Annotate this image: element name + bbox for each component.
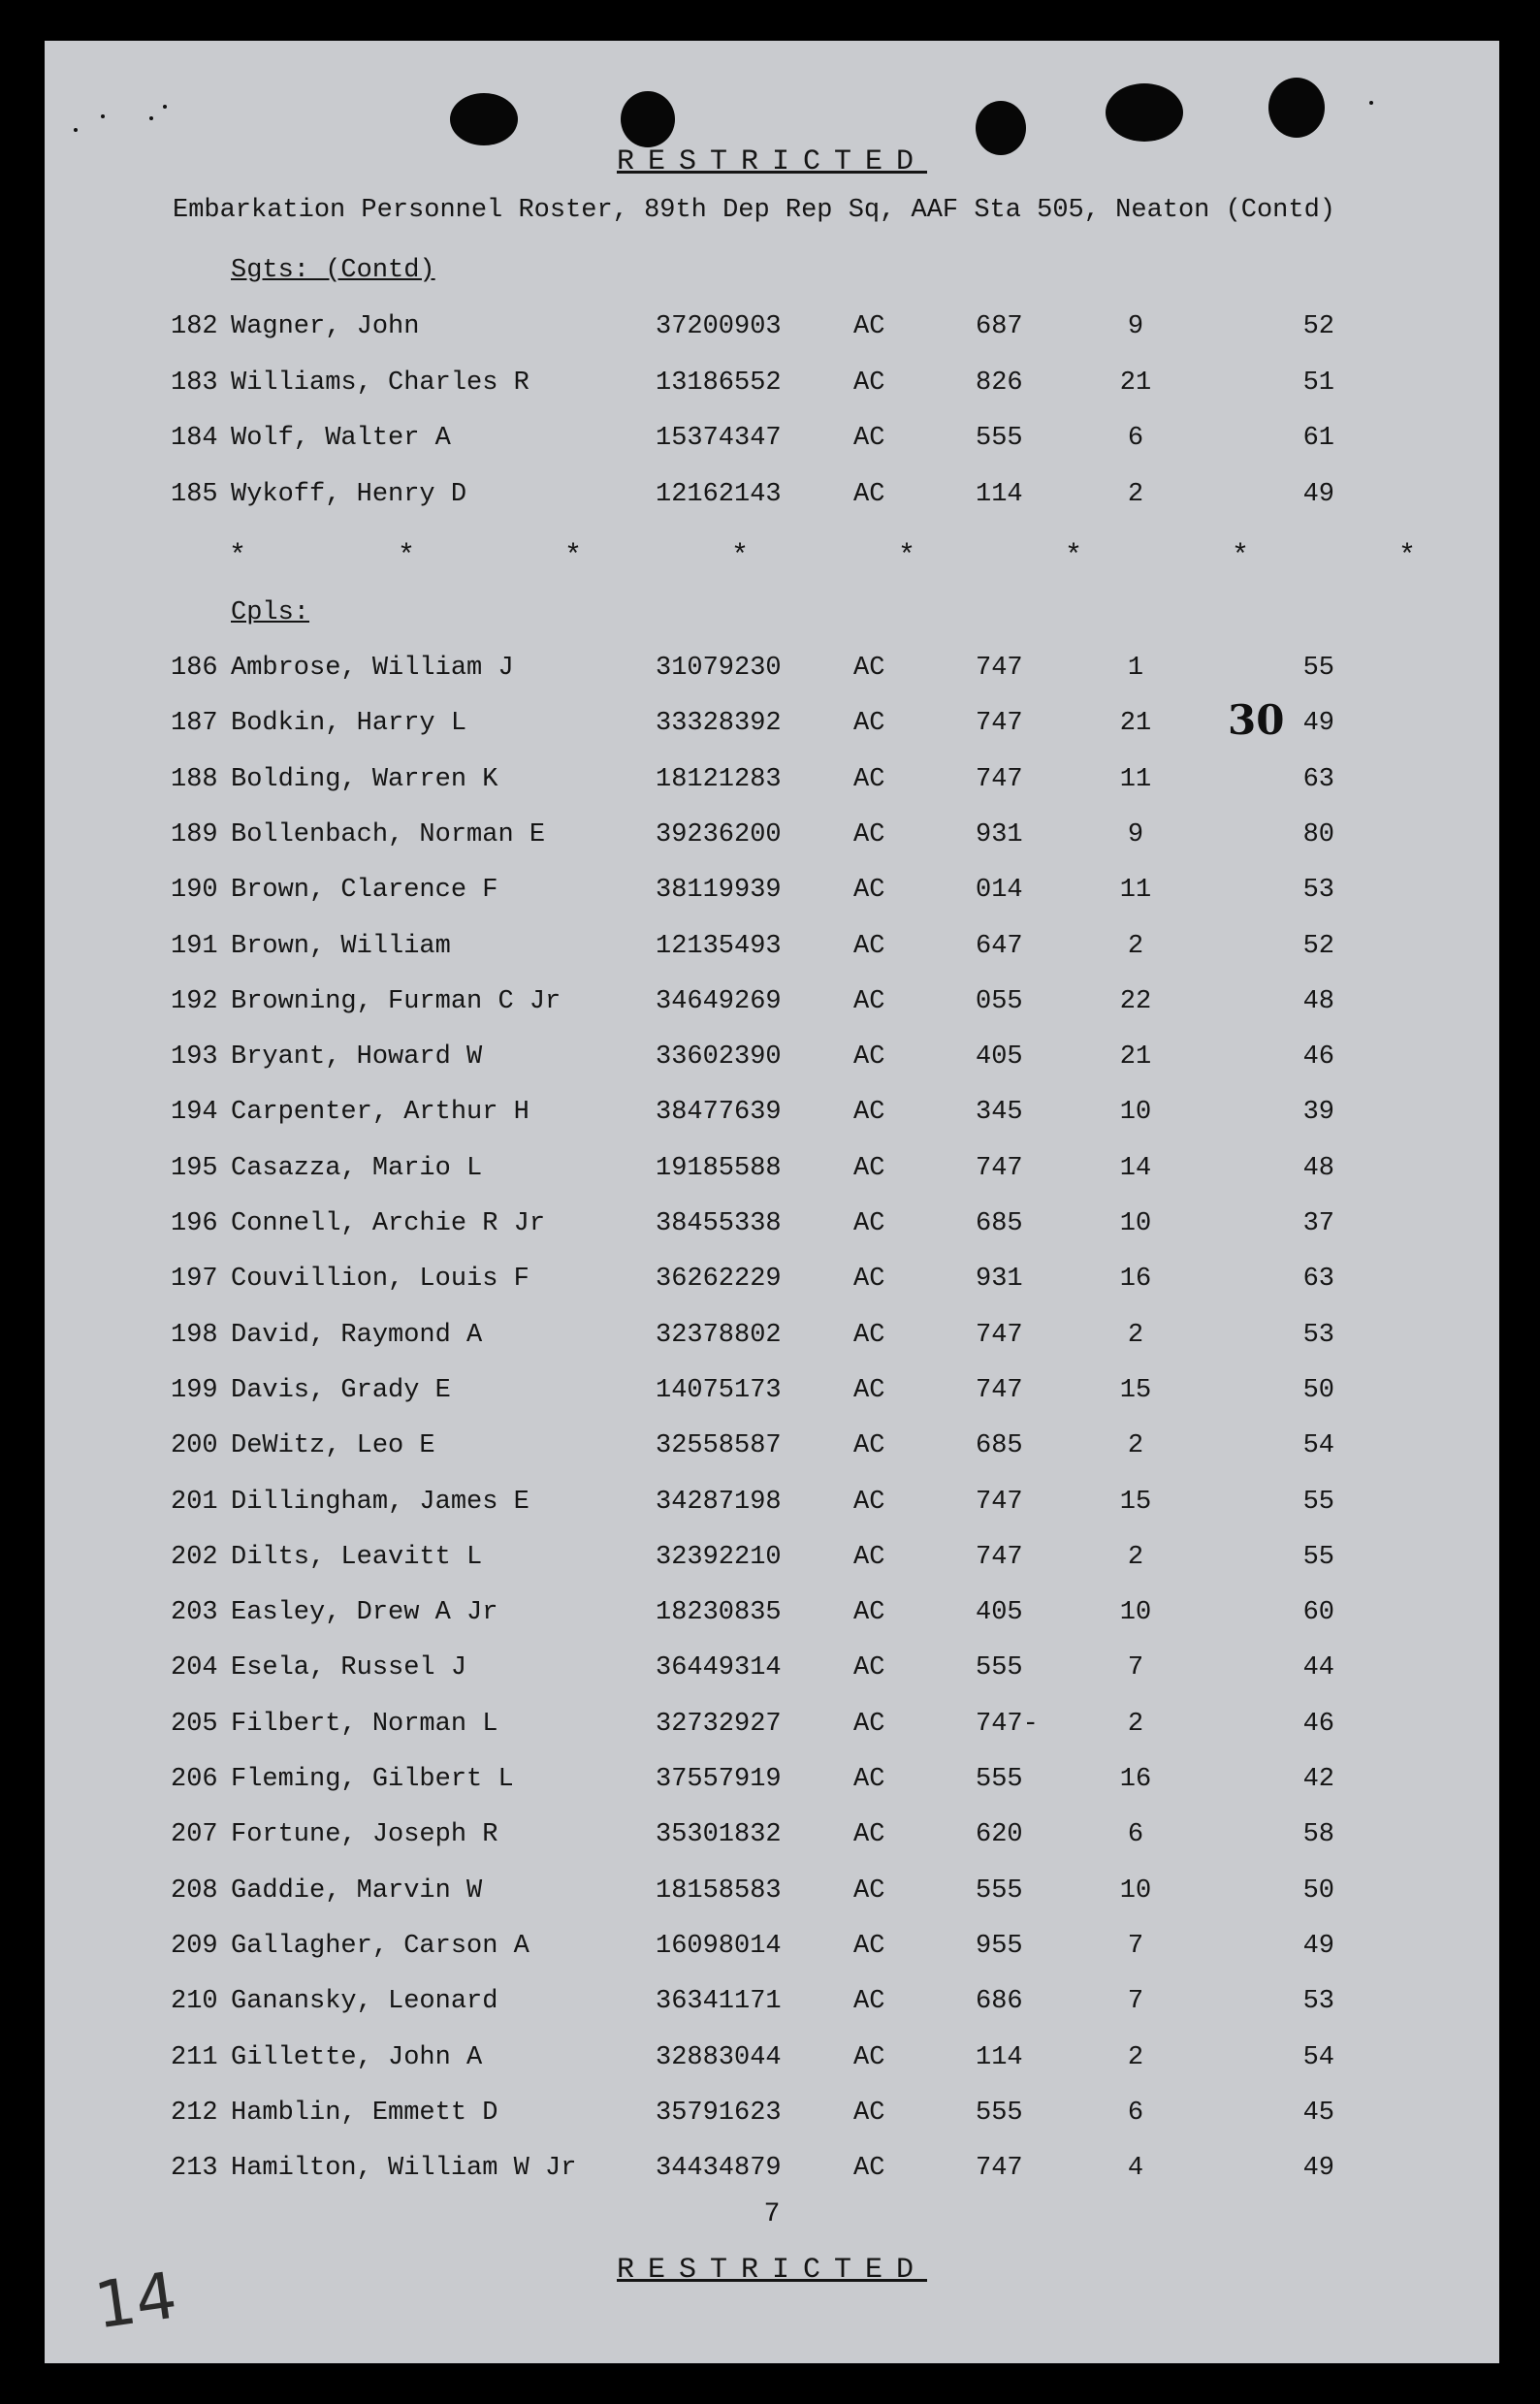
roster-number: 192 <box>171 986 218 1016</box>
roster-name: Brown, William <box>231 931 451 961</box>
roster-number: 184 <box>171 424 218 453</box>
roster-name: Fortune, Joseph R <box>231 1820 498 1850</box>
roster-number: 212 <box>171 2098 218 2128</box>
branch-code: AC <box>853 931 885 961</box>
serial-number: 13186552 <box>656 368 782 398</box>
roster-number: 213 <box>171 2154 218 2184</box>
serial-number: 32558587 <box>656 1431 782 1461</box>
score-value: 54 <box>1302 2042 1334 2072</box>
punch-hole <box>1106 83 1183 142</box>
months-count: 21 <box>1119 1042 1152 1073</box>
separator-star: * <box>1398 540 1417 573</box>
specialty-code: 747- <box>976 1709 1039 1739</box>
specialty-code: 345 <box>976 1098 1023 1128</box>
branch-code: AC <box>853 1931 885 1961</box>
specialty-code: 685 <box>976 1209 1023 1238</box>
branch-code: AC <box>853 764 885 794</box>
score-value: 55 <box>1302 654 1334 683</box>
serial-number: 33328392 <box>656 709 782 739</box>
months-count: 16 <box>1119 1265 1152 1295</box>
branch-code: AC <box>853 986 885 1016</box>
months-count: 7 <box>1127 1987 1144 2017</box>
score-value: 49 <box>1302 479 1334 509</box>
roster-number: 204 <box>171 1653 218 1683</box>
score-value: 53 <box>1302 1320 1334 1350</box>
serial-number: 39236200 <box>656 819 782 849</box>
roster-name: Hamilton, William W Jr <box>231 2154 577 2184</box>
roster-name: DeWitz, Leo E <box>231 1431 435 1461</box>
section-heading-sgts: Sgts: (Contd) <box>231 256 435 285</box>
specialty-code: 114 <box>976 479 1023 509</box>
branch-code: AC <box>853 1265 885 1295</box>
roster-row <box>45 312 1499 351</box>
specialty-code: 955 <box>976 1931 1023 1961</box>
score-value: 52 <box>1302 931 1334 961</box>
roster-number: 182 <box>171 312 218 341</box>
roster-name: Couvillion, Louis F <box>231 1265 529 1295</box>
roster-number: 183 <box>171 368 218 398</box>
separator-star: * <box>898 540 916 573</box>
months-count: 9 <box>1127 819 1144 849</box>
roster-row <box>45 1765 1499 1804</box>
serial-number: 37200903 <box>656 312 782 341</box>
roster-name: Brown, Clarence F <box>231 876 498 906</box>
branch-code: AC <box>853 2042 885 2072</box>
branch-code: AC <box>853 1487 885 1517</box>
roster-row <box>45 1098 1499 1137</box>
months-count: 6 <box>1127 2098 1144 2128</box>
months-count: 2 <box>1127 1431 1144 1461</box>
roster-row <box>45 1932 1499 1971</box>
specialty-code: 826 <box>976 368 1023 398</box>
separator-star: * <box>398 540 416 573</box>
serial-number: 32883044 <box>656 2042 782 2072</box>
serial-number: 14075173 <box>656 1375 782 1405</box>
score-value: 49 <box>1302 1931 1334 1961</box>
specialty-code: 747 <box>976 2154 1023 2184</box>
score-value: 55 <box>1302 1542 1334 1572</box>
months-count: 6 <box>1127 424 1144 453</box>
roster-row <box>45 369 1499 407</box>
branch-code: AC <box>853 2098 885 2128</box>
punch-hole <box>621 91 675 147</box>
roster-row <box>45 1488 1499 1526</box>
roster-number: 207 <box>171 1820 218 1850</box>
branch-code: AC <box>853 1431 885 1461</box>
roster-name: Bolding, Warren K <box>231 764 498 794</box>
roster-row <box>45 1598 1499 1637</box>
months-count: 21 <box>1119 368 1152 398</box>
roster-name: Gallagher, Carson A <box>231 1931 529 1961</box>
serial-number: 12162143 <box>656 479 782 509</box>
months-count: 2 <box>1127 1709 1144 1739</box>
branch-code: AC <box>853 1598 885 1628</box>
roster-row <box>45 1543 1499 1582</box>
serial-number: 32732927 <box>656 1709 782 1739</box>
specialty-code: 555 <box>976 2098 1023 2128</box>
roster-number: 206 <box>171 1765 218 1794</box>
roster-name: Hamblin, Emmett D <box>231 2098 498 2128</box>
specialty-code: 747 <box>976 1320 1023 1350</box>
months-count: 14 <box>1119 1153 1152 1183</box>
months-count: 10 <box>1119 1098 1152 1128</box>
speck <box>74 128 78 132</box>
roster-name: Williams, Charles R <box>231 368 529 398</box>
serial-number: 18121283 <box>656 764 782 794</box>
roster-name: Ambrose, William J <box>231 654 514 683</box>
separator-stars <box>45 540 1499 579</box>
roster-name: Fleming, Gilbert L <box>231 1765 514 1794</box>
roster-name: Gaddie, Marvin W <box>231 1875 483 1906</box>
speck <box>163 105 167 109</box>
roster-row <box>45 987 1499 1026</box>
score-value: 54 <box>1302 1431 1334 1461</box>
months-count: 10 <box>1119 1598 1152 1628</box>
serial-number: 35791623 <box>656 2098 782 2128</box>
roster-row <box>45 876 1499 914</box>
roster-number: 190 <box>171 876 218 906</box>
roster-row <box>45 1710 1499 1748</box>
roster-row <box>45 1265 1499 1303</box>
serial-number: 36262229 <box>656 1265 782 1295</box>
specialty-code: 405 <box>976 1042 1023 1073</box>
specialty-code: 555 <box>976 1875 1023 1906</box>
roster-name: Davis, Grady E <box>231 1375 451 1405</box>
serial-number: 38455338 <box>656 1209 782 1238</box>
roster-title: Embarkation Personnel Roster, 89th Dep Rep Sq, AAF Sta 505, Neaton (Contd) <box>173 196 1335 225</box>
branch-code: AC <box>853 2154 885 2184</box>
roster-page <box>45 41 1499 2363</box>
speck <box>149 116 153 120</box>
branch-code: AC <box>853 819 885 849</box>
roster-row <box>45 1042 1499 1081</box>
months-count: 1 <box>1127 654 1144 683</box>
branch-code: AC <box>853 1375 885 1405</box>
separator-star: * <box>731 540 750 573</box>
months-count: 6 <box>1127 1820 1144 1850</box>
score-value: 49 <box>1302 709 1334 739</box>
serial-number: 35301832 <box>656 1820 782 1850</box>
roster-row <box>45 2099 1499 2137</box>
roster-number: 189 <box>171 819 218 849</box>
roster-name: Bryant, Howard W <box>231 1042 483 1073</box>
months-count: 2 <box>1127 479 1144 509</box>
roster-number: 208 <box>171 1875 218 1906</box>
roster-row <box>45 1653 1499 1692</box>
roster-number: 185 <box>171 479 218 509</box>
roster-row <box>45 765 1499 804</box>
specialty-code: 747 <box>976 1487 1023 1517</box>
roster-number: 195 <box>171 1153 218 1183</box>
roster-number: 187 <box>171 709 218 739</box>
roster-name: Connell, Archie R Jr <box>231 1209 546 1238</box>
serial-number: 19185588 <box>656 1153 782 1183</box>
months-count: 7 <box>1127 1931 1144 1961</box>
specialty-code: 747 <box>976 1375 1023 1405</box>
branch-code: AC <box>853 1765 885 1794</box>
separator-star: * <box>229 540 247 573</box>
branch-code: AC <box>853 876 885 906</box>
roster-number: 196 <box>171 1209 218 1238</box>
roster-row <box>45 1321 1499 1360</box>
months-count: 4 <box>1127 2154 1144 2184</box>
score-value: 51 <box>1302 368 1334 398</box>
separator-star: * <box>1232 540 1250 573</box>
months-count: 11 <box>1119 764 1152 794</box>
serial-number: 15374347 <box>656 424 782 453</box>
roster-name: Casazza, Mario L <box>231 1153 483 1183</box>
roster-row <box>45 2154 1499 2193</box>
score-value: 52 <box>1302 312 1334 341</box>
roster-name: Dillingham, James E <box>231 1487 529 1517</box>
serial-number: 31079230 <box>656 654 782 683</box>
roster-name: Gillette, John A <box>231 2042 483 2072</box>
specialty-code: 747 <box>976 1542 1023 1572</box>
roster-name: Bodkin, Harry L <box>231 709 467 739</box>
roster-row <box>45 1209 1499 1248</box>
months-count: 2 <box>1127 1320 1144 1350</box>
score-value: 48 <box>1302 1153 1334 1183</box>
roster-number: 191 <box>171 931 218 961</box>
roster-number: 201 <box>171 1487 218 1517</box>
specialty-code: 555 <box>976 1765 1023 1794</box>
score-value: 63 <box>1302 764 1334 794</box>
branch-code: AC <box>853 1209 885 1238</box>
score-value: 60 <box>1302 1598 1334 1628</box>
branch-code: AC <box>853 1653 885 1683</box>
months-count: 2 <box>1127 2042 1144 2072</box>
roster-number: 200 <box>171 1431 218 1461</box>
roster-number: 210 <box>171 1987 218 2017</box>
specialty-code: 405 <box>976 1598 1023 1628</box>
months-count: 2 <box>1127 1542 1144 1572</box>
score-value: 42 <box>1302 1765 1334 1794</box>
roster-row <box>45 1876 1499 1915</box>
score-value: 44 <box>1302 1653 1334 1683</box>
specialty-code: 114 <box>976 2042 1023 2072</box>
roster-number: 211 <box>171 2042 218 2072</box>
branch-code: AC <box>853 424 885 453</box>
months-count: 15 <box>1119 1375 1152 1405</box>
punch-hole <box>450 93 518 145</box>
roster-name: Carpenter, Arthur H <box>231 1098 529 1128</box>
roster-row <box>45 1154 1499 1193</box>
serial-number: 34287198 <box>656 1487 782 1517</box>
roster-row <box>45 1431 1499 1470</box>
months-count: 15 <box>1119 1487 1152 1517</box>
branch-code: AC <box>853 1875 885 1906</box>
serial-number: 34649269 <box>656 986 782 1016</box>
serial-number: 12135493 <box>656 931 782 961</box>
branch-code: AC <box>853 1153 885 1183</box>
specialty-code: 931 <box>976 819 1023 849</box>
score-value: 61 <box>1302 424 1334 453</box>
roster-number: 199 <box>171 1375 218 1405</box>
months-count: 16 <box>1119 1765 1152 1794</box>
branch-code: AC <box>853 1987 885 2017</box>
roster-row <box>45 424 1499 463</box>
score-value: 46 <box>1302 1042 1334 1073</box>
roster-row <box>45 932 1499 971</box>
score-value: 53 <box>1302 876 1334 906</box>
score-value: 48 <box>1302 986 1334 1016</box>
roster-row <box>45 654 1499 692</box>
restricted-footer: RESTRICTED <box>616 2254 928 2287</box>
roster-row <box>45 480 1499 519</box>
branch-code: AC <box>853 368 885 398</box>
score-value: 46 <box>1302 1709 1334 1739</box>
score-value: 45 <box>1302 2098 1334 2128</box>
roster-number: 198 <box>171 1320 218 1350</box>
specialty-code: 931 <box>976 1265 1023 1295</box>
months-count: 10 <box>1119 1875 1152 1906</box>
branch-code: AC <box>853 1320 885 1350</box>
branch-code: AC <box>853 1098 885 1128</box>
specialty-code: 620 <box>976 1820 1023 1850</box>
branch-code: AC <box>853 1042 885 1073</box>
score-value: 50 <box>1302 1875 1334 1906</box>
roster-row <box>45 1987 1499 2026</box>
section-heading-cpls: Cpls: <box>231 598 310 627</box>
score-value: 49 <box>1302 2154 1334 2184</box>
serial-number: 16098014 <box>656 1931 782 1961</box>
serial-number: 34434879 <box>656 2154 782 2184</box>
roster-name: Wolf, Walter A <box>231 424 451 453</box>
branch-code: AC <box>853 1709 885 1739</box>
roster-name: Dilts, Leavitt L <box>231 1542 483 1572</box>
months-count: 22 <box>1119 986 1152 1016</box>
serial-number: 36341171 <box>656 1987 782 2017</box>
score-value: 39 <box>1302 1098 1334 1128</box>
roster-name: Wagner, John <box>231 312 420 341</box>
specialty-code: 055 <box>976 986 1023 1016</box>
months-count: 21 <box>1119 709 1152 739</box>
roster-name: Wykoff, Henry D <box>231 479 467 509</box>
speck <box>101 114 105 118</box>
specialty-code: 555 <box>976 424 1023 453</box>
roster-row <box>45 2043 1499 2082</box>
score-value: 55 <box>1302 1487 1334 1517</box>
speck <box>1369 101 1373 105</box>
specialty-code: 687 <box>976 312 1023 341</box>
roster-number: 197 <box>171 1265 218 1295</box>
branch-code: AC <box>853 1820 885 1850</box>
roster-number: 205 <box>171 1709 218 1739</box>
roster-number: 202 <box>171 1542 218 1572</box>
serial-number: 18158583 <box>656 1875 782 1906</box>
serial-number: 38119939 <box>656 876 782 906</box>
punch-hole <box>1268 78 1325 138</box>
stamped-number: 30 <box>1228 696 1285 744</box>
roster-row <box>45 1820 1499 1859</box>
roster-name: Esela, Russel J <box>231 1653 467 1683</box>
roster-row <box>45 1376 1499 1415</box>
branch-code: AC <box>853 479 885 509</box>
roster-name: Ganansky, Leonard <box>231 1987 498 2017</box>
months-count: 10 <box>1119 1209 1152 1238</box>
specialty-code: 647 <box>976 931 1023 961</box>
specialty-code: 685 <box>976 1431 1023 1461</box>
roster-name: Bollenbach, Norman E <box>231 819 546 849</box>
branch-code: AC <box>853 709 885 739</box>
roster-name: Filbert, Norman L <box>231 1709 498 1739</box>
roster-number: 203 <box>171 1598 218 1628</box>
roster-number: 193 <box>171 1042 218 1073</box>
serial-number: 36449314 <box>656 1653 782 1683</box>
score-value: 50 <box>1302 1375 1334 1405</box>
specialty-code: 747 <box>976 709 1023 739</box>
months-count: 2 <box>1127 931 1144 961</box>
branch-code: AC <box>853 654 885 683</box>
branch-code: AC <box>853 312 885 341</box>
roster-number: 209 <box>171 1931 218 1961</box>
roster-name: David, Raymond A <box>231 1320 483 1350</box>
serial-number: 32378802 <box>656 1320 782 1350</box>
page-number: 7 <box>763 2199 781 2229</box>
months-count: 7 <box>1127 1653 1144 1683</box>
specialty-code: 555 <box>976 1653 1023 1683</box>
roster-name: Easley, Drew A Jr <box>231 1598 498 1628</box>
specialty-code: 686 <box>976 1987 1023 2017</box>
separator-star: * <box>564 540 583 573</box>
separator-star: * <box>1065 540 1083 573</box>
roster-number: 188 <box>171 764 218 794</box>
specialty-code: 747 <box>976 764 1023 794</box>
months-count: 11 <box>1119 876 1152 906</box>
roster-row <box>45 820 1499 859</box>
handwritten-note: 14 <box>90 2258 181 2344</box>
serial-number: 32392210 <box>656 1542 782 1572</box>
serial-number: 37557919 <box>656 1765 782 1794</box>
roster-number: 186 <box>171 654 218 683</box>
restricted-header: RESTRICTED <box>616 145 928 178</box>
serial-number: 38477639 <box>656 1098 782 1128</box>
score-value: 58 <box>1302 1820 1334 1850</box>
specialty-code: 014 <box>976 876 1023 906</box>
serial-number: 33602390 <box>656 1042 782 1073</box>
score-value: 63 <box>1302 1265 1334 1295</box>
score-value: 80 <box>1302 819 1334 849</box>
branch-code: AC <box>853 1542 885 1572</box>
months-count: 9 <box>1127 312 1144 341</box>
roster-number: 194 <box>171 1098 218 1128</box>
score-value: 53 <box>1302 1987 1334 2017</box>
specialty-code: 747 <box>976 1153 1023 1183</box>
score-value: 37 <box>1302 1209 1334 1238</box>
serial-number: 18230835 <box>656 1598 782 1628</box>
specialty-code: 747 <box>976 654 1023 683</box>
roster-name: Browning, Furman C Jr <box>231 986 561 1016</box>
